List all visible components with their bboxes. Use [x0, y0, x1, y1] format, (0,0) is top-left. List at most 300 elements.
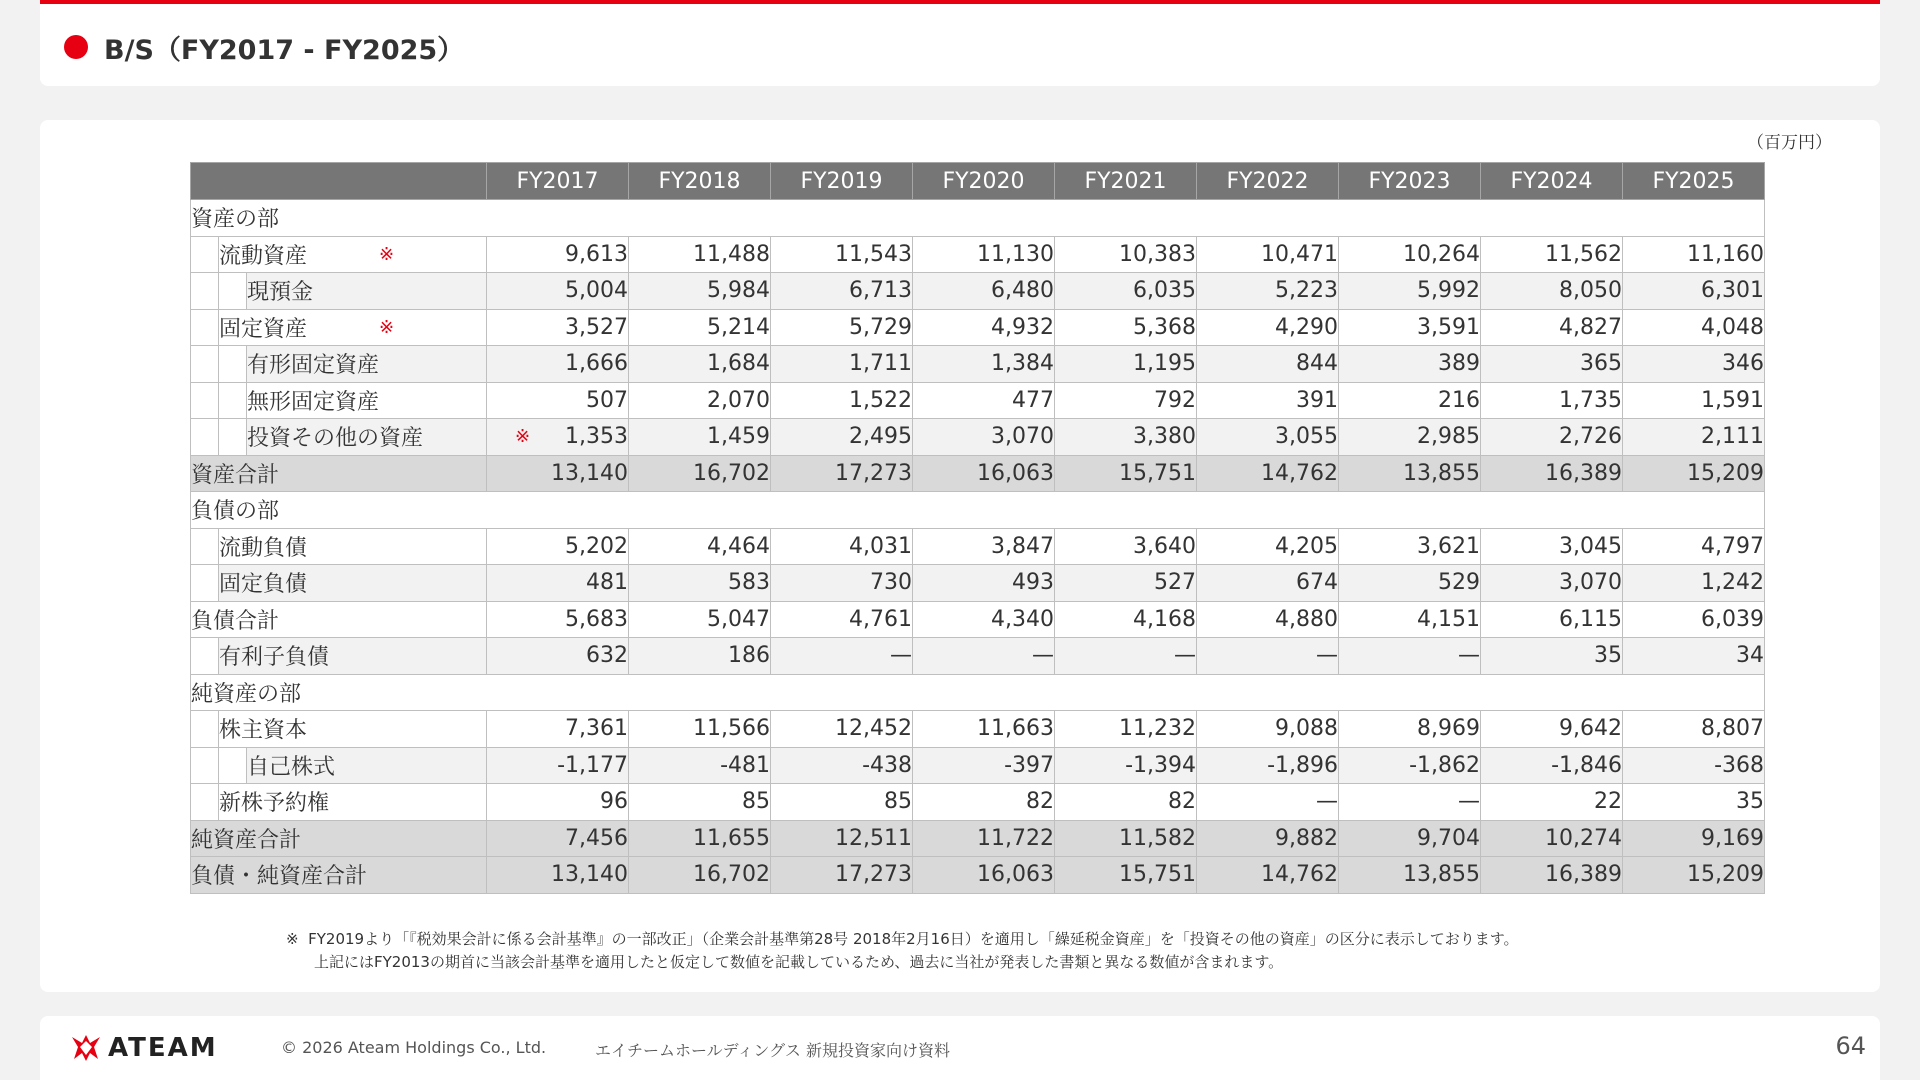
row-label-text: 純資産の部	[191, 681, 302, 707]
value-cell-fy2025	[1623, 346, 1765, 383]
row-label	[219, 236, 487, 273]
value-cell-fy2017	[487, 565, 629, 602]
value-text: —	[1316, 643, 1338, 669]
value-text: 10,383	[1119, 241, 1196, 267]
value-text: 9,642	[1559, 716, 1622, 742]
value-text: 4,205	[1275, 533, 1338, 559]
value-cell-fy2020	[913, 528, 1055, 565]
value-text: 7,361	[565, 716, 628, 742]
row-label	[191, 820, 487, 857]
row-label-text: 投資その他の資産	[247, 426, 424, 452]
value-cell-fy2020	[913, 784, 1055, 821]
value-cell-fy2025	[1623, 711, 1765, 748]
value-text: 9,613	[565, 241, 628, 267]
column-header-fy2020: FY2020	[913, 163, 1055, 200]
value-text: 1,242	[1701, 570, 1764, 596]
row-label	[219, 309, 487, 346]
value-cell-fy2019	[771, 455, 913, 492]
value-cell-fy2022	[1197, 382, 1339, 419]
table-row	[191, 382, 1765, 419]
value-text: 9,882	[1275, 825, 1338, 851]
value-cell-fy2024	[1481, 419, 1623, 456]
value-cell-fy2019	[771, 857, 913, 894]
value-text: 4,168	[1133, 606, 1196, 632]
value-cell-fy2020	[913, 273, 1055, 310]
value-cell-fy2020	[913, 346, 1055, 383]
column-header-fy2023: FY2023	[1339, 163, 1481, 200]
row-label	[191, 857, 487, 894]
page-number: 64	[1835, 1032, 1866, 1060]
value-cell-fy2019	[771, 236, 913, 273]
value-cell-fy2021	[1055, 419, 1197, 456]
value-cell-fy2018	[629, 273, 771, 310]
value-text: 10,264	[1403, 241, 1480, 267]
value-text: 14,762	[1261, 862, 1338, 888]
value-text: 85	[742, 789, 770, 815]
value-cell-fy2018	[629, 309, 771, 346]
value-text: 6,713	[849, 278, 912, 304]
value-cell-fy2019	[771, 565, 913, 602]
value-cell-fy2024	[1481, 455, 1623, 492]
value-cell-fy2021	[1055, 857, 1197, 894]
value-cell-fy2021	[1055, 711, 1197, 748]
value-cell-fy2022	[1197, 601, 1339, 638]
value-cell-fy2019	[771, 309, 913, 346]
value-text: 16,702	[693, 460, 770, 486]
value-cell-fy2017	[487, 273, 629, 310]
row-label-text: 固定資産	[219, 316, 308, 342]
value-text: 9,704	[1417, 825, 1480, 851]
value-cell-fy2022	[1197, 273, 1339, 310]
row-label-text: 負債合計	[191, 608, 280, 634]
value-cell-fy2018	[629, 565, 771, 602]
value-text: 16,702	[693, 862, 770, 888]
value-text: 4,340	[991, 606, 1054, 632]
value-cell-fy2024	[1481, 711, 1623, 748]
row-label	[247, 419, 487, 456]
value-cell-fy2018	[629, 419, 771, 456]
row-label	[247, 346, 487, 383]
column-header-fy2022: FY2022	[1197, 163, 1339, 200]
value-text: 3,527	[565, 314, 628, 340]
value-text: 15,209	[1687, 862, 1764, 888]
value-cell-fy2025	[1623, 382, 1765, 419]
row-label	[247, 382, 487, 419]
value-text: 11,130	[977, 241, 1054, 267]
value-text: 2,985	[1417, 424, 1480, 450]
value-text: 4,048	[1701, 314, 1764, 340]
value-text: 11,232	[1119, 716, 1196, 742]
table-row	[191, 857, 1765, 894]
value-text: 22	[1594, 789, 1622, 815]
value-cell-fy2017	[487, 638, 629, 675]
value-cell-fy2022	[1197, 638, 1339, 675]
value-cell-fy2021	[1055, 638, 1197, 675]
value-cell-fy2025	[1623, 565, 1765, 602]
value-cell-fy2024	[1481, 820, 1623, 857]
value-text: 1,735	[1559, 387, 1622, 413]
value-cell-fy2019	[771, 419, 913, 456]
value-cell-fy2019	[771, 820, 913, 857]
value-text: 10,274	[1545, 825, 1622, 851]
table-row	[191, 236, 1765, 273]
value-cell-fy2024	[1481, 638, 1623, 675]
value-text: 2,070	[707, 387, 770, 413]
value-text: 8,969	[1417, 716, 1480, 742]
indent-spacer	[219, 273, 247, 310]
indent-spacer	[191, 638, 219, 675]
value-cell-fy2023	[1339, 601, 1481, 638]
value-cell-fy2022	[1197, 309, 1339, 346]
value-cell-fy2022	[1197, 747, 1339, 784]
value-cell-fy2020	[913, 309, 1055, 346]
row-label-text: 株主資本	[219, 718, 308, 744]
value-text: 1,684	[707, 351, 770, 377]
indent-spacer	[219, 346, 247, 383]
indent-spacer	[191, 382, 219, 419]
row-label	[219, 565, 487, 602]
value-text: 11,160	[1687, 241, 1764, 267]
value-cell-fy2021	[1055, 309, 1197, 346]
value-cell-fy2025	[1623, 236, 1765, 273]
value-cell-fy2017	[487, 820, 629, 857]
value-text: 1,195	[1133, 351, 1196, 377]
value-cell-fy2023	[1339, 857, 1481, 894]
value-cell-fy2022	[1197, 528, 1339, 565]
value-text: -1,846	[1551, 752, 1622, 778]
indent-spacer	[191, 309, 219, 346]
header-blank-cell	[191, 163, 487, 200]
value-cell-fy2018	[629, 747, 771, 784]
value-cell-fy2024	[1481, 236, 1623, 273]
footnote-line-2: 上記にはFY2013の期首に当該会計基準を適用したと仮定して数値を記載しているため、過去に当社が発表した書類と異なる数値が含まれます。	[314, 953, 1284, 971]
value-cell-fy2024	[1481, 382, 1623, 419]
copyright: © 2026 Ateam Holdings Co., Ltd.	[281, 1038, 547, 1057]
value-cell-fy2023	[1339, 309, 1481, 346]
row-label-text: 資産の部	[191, 207, 280, 233]
value-text: 11,663	[977, 716, 1054, 742]
note-mark: ※	[379, 316, 395, 338]
value-cell-fy2023	[1339, 565, 1481, 602]
value-text: 477	[1012, 387, 1054, 413]
value-text: 5,004	[565, 278, 628, 304]
content-card	[40, 120, 1880, 992]
value-text: 4,932	[991, 314, 1054, 340]
table-row	[191, 565, 1765, 602]
value-cell-fy2020	[913, 382, 1055, 419]
table-row	[191, 273, 1765, 310]
value-text: 5,223	[1275, 278, 1338, 304]
value-cell-fy2017	[487, 711, 629, 748]
value-cell-fy2017	[487, 601, 629, 638]
value-text: 13,140	[551, 862, 628, 888]
indent-spacer	[191, 346, 219, 383]
value-cell-fy2020	[913, 419, 1055, 456]
value-text: 11,488	[693, 241, 770, 267]
value-cell-fy2023	[1339, 711, 1481, 748]
value-cell-fy2017	[487, 857, 629, 894]
value-cell-fy2024	[1481, 565, 1623, 602]
value-cell-fy2021	[1055, 528, 1197, 565]
indent-spacer	[219, 419, 247, 456]
row-label-text: 資産合計	[191, 462, 280, 488]
ateam-logo-icon	[70, 1033, 102, 1063]
value-cell-fy2023	[1339, 346, 1481, 383]
row-label	[191, 492, 1765, 529]
value-cell-fy2020	[913, 601, 1055, 638]
value-text: 5,683	[565, 606, 628, 632]
value-text: 1,459	[707, 424, 770, 450]
value-text: —	[1316, 789, 1338, 815]
value-cell-fy2019	[771, 784, 913, 821]
value-text: 844	[1296, 351, 1338, 377]
value-text: 15,751	[1119, 862, 1196, 888]
row-label	[247, 273, 487, 310]
row-label-text: 流動負債	[219, 535, 308, 561]
value-cell-fy2024	[1481, 528, 1623, 565]
value-text: 10,471	[1261, 241, 1338, 267]
row-label-text: 無形固定資産	[247, 389, 380, 415]
value-cell-fy2018	[629, 820, 771, 857]
value-text: 3,640	[1133, 533, 1196, 559]
value-cell-fy2020	[913, 857, 1055, 894]
row-label-text: 純資産合計	[191, 827, 302, 853]
value-text: 35	[1736, 789, 1764, 815]
value-text: 6,115	[1559, 606, 1622, 632]
value-text: 365	[1580, 351, 1622, 377]
row-label-text: 有形固定資産	[247, 353, 380, 379]
value-cell-fy2025	[1623, 820, 1765, 857]
value-text: -1,862	[1409, 752, 1480, 778]
value-cell-fy2018	[629, 857, 771, 894]
indent-spacer	[219, 747, 247, 784]
value-cell-fy2025	[1623, 857, 1765, 894]
value-cell-fy2018	[629, 382, 771, 419]
ateam-logo	[70, 1032, 218, 1064]
value-text: 583	[728, 570, 770, 596]
value-text: 529	[1438, 570, 1480, 596]
value-cell-fy2023	[1339, 528, 1481, 565]
table-row	[191, 784, 1765, 821]
column-header-fy2024: FY2024	[1481, 163, 1623, 200]
value-text: 4,464	[707, 533, 770, 559]
row-label	[219, 711, 487, 748]
value-text: 82	[1168, 789, 1196, 815]
value-text: 3,847	[991, 533, 1054, 559]
row-label-text: 流動資産	[219, 243, 308, 269]
value-cell-fy2025	[1623, 455, 1765, 492]
value-text: 792	[1154, 387, 1196, 413]
footer	[40, 1016, 1880, 1080]
value-text: 4,031	[849, 533, 912, 559]
value-text: 11,582	[1119, 825, 1196, 851]
value-text: 4,880	[1275, 606, 1338, 632]
value-text: 85	[884, 789, 912, 815]
value-text: 3,070	[991, 424, 1054, 450]
value-cell-fy2018	[629, 711, 771, 748]
row-label-text: 自己株式	[247, 754, 336, 780]
table-row	[191, 492, 1765, 529]
value-cell-fy2025	[1623, 419, 1765, 456]
value-cell-fy2018	[629, 455, 771, 492]
value-text: -397	[1004, 752, 1054, 778]
value-cell-fy2019	[771, 711, 913, 748]
value-text: 2,111	[1701, 424, 1764, 450]
value-cell-fy2021	[1055, 236, 1197, 273]
table-row	[191, 200, 1765, 237]
value-text: 391	[1296, 387, 1338, 413]
row-label	[191, 601, 487, 638]
value-text: 527	[1154, 570, 1196, 596]
value-text: 4,290	[1275, 314, 1338, 340]
value-cell-fy2025	[1623, 601, 1765, 638]
value-text: 11,655	[693, 825, 770, 851]
value-text: 730	[870, 570, 912, 596]
value-cell-fy2025	[1623, 747, 1765, 784]
value-cell-fy2017	[487, 784, 629, 821]
value-text: 4,797	[1701, 533, 1764, 559]
value-cell-fy2022	[1197, 820, 1339, 857]
value-text: 9,088	[1275, 716, 1338, 742]
value-cell-fy2019	[771, 382, 913, 419]
value-cell-fy2019	[771, 601, 913, 638]
value-text: 8,807	[1701, 716, 1764, 742]
value-text: 5,729	[849, 314, 912, 340]
value-cell-fy2024	[1481, 784, 1623, 821]
value-text: 4,827	[1559, 314, 1622, 340]
value-cell-fy2020	[913, 820, 1055, 857]
value-text: 2,495	[849, 424, 912, 450]
value-cell-fy2020	[913, 638, 1055, 675]
value-text: 3,045	[1559, 533, 1622, 559]
value-cell-fy2017	[487, 236, 629, 273]
indent-spacer	[191, 565, 219, 602]
value-cell-fy2025	[1623, 784, 1765, 821]
row-label	[191, 200, 1765, 237]
value-cell-fy2023	[1339, 382, 1481, 419]
row-label	[219, 784, 487, 821]
column-header-fy2017: FY2017	[487, 163, 629, 200]
value-cell-fy2020	[913, 565, 1055, 602]
value-cell-fy2019	[771, 747, 913, 784]
value-cell-fy2025	[1623, 528, 1765, 565]
value-text: 5,202	[565, 533, 628, 559]
value-cell-fy2025	[1623, 638, 1765, 675]
value-text: 15,209	[1687, 460, 1764, 486]
value-cell-fy2019	[771, 638, 913, 675]
value-cell-fy2019	[771, 273, 913, 310]
value-cell-fy2018	[629, 638, 771, 675]
value-text: 1,522	[849, 387, 912, 413]
value-text: 632	[586, 643, 628, 669]
value-cell-fy2023	[1339, 455, 1481, 492]
value-text: 11,562	[1545, 241, 1622, 267]
value-cell-fy2018	[629, 601, 771, 638]
value-text: 17,273	[835, 460, 912, 486]
value-cell-fy2024	[1481, 601, 1623, 638]
value-text: 1,666	[565, 351, 628, 377]
indent-spacer	[191, 784, 219, 821]
indent-spacer	[191, 273, 219, 310]
value-cell-fy2021	[1055, 747, 1197, 784]
indent-spacer	[191, 419, 219, 456]
page-title: B/S（FY2017 - FY2025）	[104, 35, 465, 66]
value-text: 16,063	[977, 862, 1054, 888]
row-label-text: 負債・純資産合計	[191, 864, 368, 890]
value-text: 35	[1594, 643, 1622, 669]
value-cell-fy2017	[487, 419, 629, 456]
value-text: 3,591	[1417, 314, 1480, 340]
document-title: エイチームホールディングス 新規投資家向け資料	[595, 1041, 951, 1060]
value-cell-fy2017	[487, 455, 629, 492]
row-label-text: 負債の部	[191, 499, 280, 525]
footnote-mark: ※	[286, 930, 299, 948]
value-text: 16,389	[1545, 460, 1622, 486]
row-label	[191, 674, 1765, 711]
value-text: 493	[1012, 570, 1054, 596]
value-cell-fy2020	[913, 455, 1055, 492]
row-label-text: 現預金	[247, 280, 314, 306]
row-label-text: 新株予約権	[219, 791, 330, 817]
unit-label: （百万円）	[1747, 133, 1832, 153]
value-text: 3,621	[1417, 533, 1480, 559]
value-cell-fy2017	[487, 346, 629, 383]
indent-spacer	[219, 382, 247, 419]
value-text: 96	[600, 789, 628, 815]
value-cell-fy2024	[1481, 309, 1623, 346]
value-cell-fy2023	[1339, 784, 1481, 821]
value-cell-fy2022	[1197, 419, 1339, 456]
value-cell-fy2021	[1055, 273, 1197, 310]
value-cell-fy2021	[1055, 601, 1197, 638]
table-row	[191, 747, 1765, 784]
value-cell-fy2022	[1197, 346, 1339, 383]
value-cell-fy2025	[1623, 273, 1765, 310]
value-cell-fy2022	[1197, 711, 1339, 748]
value-text: 11,543	[835, 241, 912, 267]
row-label-text: 固定負債	[219, 572, 308, 598]
row-label	[191, 455, 487, 492]
value-cell-fy2023	[1339, 273, 1481, 310]
value-text: 11,722	[977, 825, 1054, 851]
value-cell-fy2023	[1339, 236, 1481, 273]
value-text: 186	[728, 643, 770, 669]
row-label	[219, 528, 487, 565]
value-text: 34	[1736, 643, 1764, 669]
value-text: 2,726	[1559, 424, 1622, 450]
table-row	[191, 601, 1765, 638]
value-text: —	[1174, 643, 1196, 669]
value-text: -1,896	[1267, 752, 1338, 778]
value-text: —	[890, 643, 912, 669]
row-label	[219, 638, 487, 675]
value-cell-fy2022	[1197, 784, 1339, 821]
value-cell-fy2018	[629, 784, 771, 821]
footnote-line-1: FY2019より「『税効果会計に係る会計基準』の一部改正」（企業会計基準第28号 2018年2月16日）を適用し「繰延税金資産」を「投資その他の資産」の区分に表示しております。	[308, 930, 1519, 948]
value-text: 3,070	[1559, 570, 1622, 596]
value-cell-fy2018	[629, 528, 771, 565]
value-text: 1,353	[565, 424, 628, 450]
table-row	[191, 309, 1765, 346]
value-text: 5,984	[707, 278, 770, 304]
title-bullet-icon	[64, 35, 88, 59]
table-row	[191, 419, 1765, 456]
value-text: —	[1458, 643, 1480, 669]
value-text: 82	[1026, 789, 1054, 815]
value-cell-fy2024	[1481, 857, 1623, 894]
value-text: 3,055	[1275, 424, 1338, 450]
value-cell-fy2022	[1197, 455, 1339, 492]
